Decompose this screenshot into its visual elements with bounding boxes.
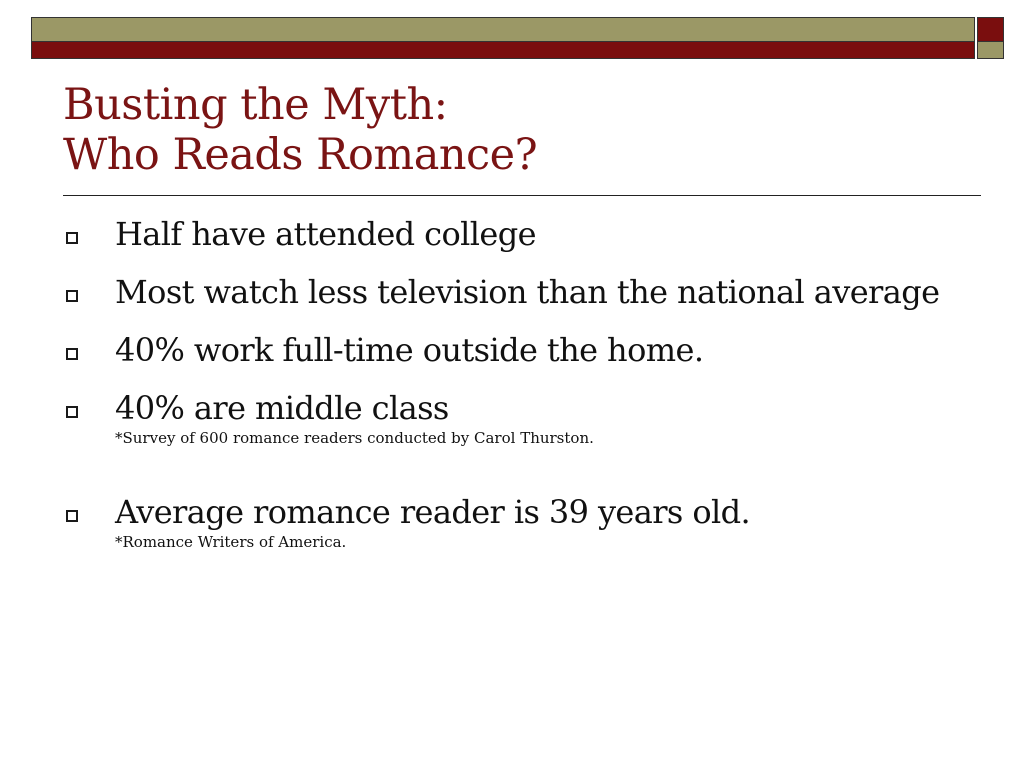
bullet-text: Average romance reader is 39 years old. [115,493,751,531]
hollow-square-icon [66,232,78,244]
bullet-item-work [63,330,993,370]
bullet-text: Most watch less television than the national average [115,273,940,311]
bullet-item-television [63,272,993,312]
bullet-text: 40% are middle class [115,389,449,427]
bullet-item-college [63,214,993,254]
hollow-square-icon [66,348,78,360]
bullet-text: 40% work full-time outside the home. [115,331,704,369]
slide-title-line-1: Busting the Myth: [63,80,448,130]
header-band-maroon [31,42,975,59]
bullet-text: Half have attended college [115,215,536,253]
title-divider [63,195,981,196]
slide-title [63,80,537,180]
bullet-source-note: *Romance Writers of America. [115,533,347,551]
bullet-item-middle-class [63,388,993,448]
hollow-square-icon [66,510,78,522]
slide-title-line-2: Who Reads Romance? [63,130,538,180]
header-band-olive [31,17,975,42]
bullet-source-note: *Survey of 600 romance readers conducted by Carol Thurston. [115,429,594,447]
bullet-item-average-age [63,492,993,552]
header-corner-maroon [977,17,1004,42]
header-corner-olive [977,42,1004,59]
bullet-list [63,214,993,570]
hollow-square-icon [66,290,78,302]
hollow-square-icon [66,406,78,418]
